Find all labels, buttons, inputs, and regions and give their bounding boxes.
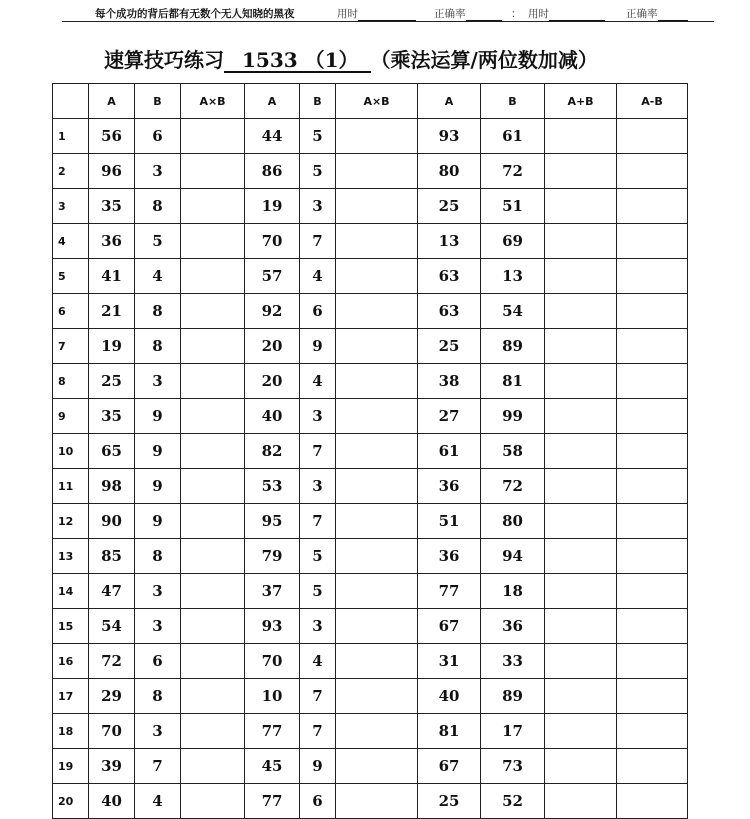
answer-sum-cell[interactable] — [545, 504, 617, 539]
row-number-cell: 11 — [53, 469, 89, 504]
answer-sum-cell[interactable] — [545, 434, 617, 469]
operand-a-cell: 63 — [418, 294, 481, 329]
answer-sum-cell[interactable] — [545, 784, 617, 819]
column-header-7: A×B — [336, 84, 418, 119]
operand-a-cell: 10 — [245, 679, 300, 714]
table-row — [53, 609, 688, 644]
operand-a-cell: 77 — [418, 574, 481, 609]
answer-difference-cell[interactable] — [617, 644, 688, 679]
answer-sum-cell[interactable] — [545, 294, 617, 329]
column-header-1 — [53, 84, 89, 119]
answer-product-cell[interactable] — [336, 399, 418, 434]
answer-sum-cell[interactable] — [545, 119, 617, 154]
column-header-8: A — [418, 84, 481, 119]
operand-b-cell: 4 — [300, 364, 336, 399]
operand-b-cell: 81 — [481, 364, 545, 399]
answer-sum-cell[interactable] — [545, 574, 617, 609]
operand-b-cell: 5 — [135, 224, 181, 259]
answer-difference-cell[interactable] — [617, 609, 688, 644]
answer-difference-cell[interactable] — [617, 399, 688, 434]
operand-b-cell: 9 — [135, 434, 181, 469]
answer-sum-cell[interactable] — [545, 189, 617, 224]
table-row — [53, 784, 688, 819]
answer-sum-cell[interactable] — [545, 224, 617, 259]
answer-sum-cell[interactable] — [545, 329, 617, 364]
answer-sum-cell[interactable] — [545, 749, 617, 784]
answer-product-cell[interactable] — [181, 714, 245, 749]
operand-b-cell: 9 — [135, 469, 181, 504]
row-number-cell: 12 — [53, 504, 89, 539]
answer-product-cell[interactable] — [181, 574, 245, 609]
row-number-cell: 10 — [53, 434, 89, 469]
column-header-4: A×B — [181, 84, 245, 119]
answer-product-cell[interactable] — [336, 294, 418, 329]
operand-a-cell: 67 — [418, 749, 481, 784]
table-row — [53, 469, 688, 504]
row-number-cell: 9 — [53, 399, 89, 434]
operand-a-cell: 25 — [418, 329, 481, 364]
operand-b-cell: 4 — [135, 259, 181, 294]
answer-product-cell[interactable] — [181, 539, 245, 574]
row-number-cell: 8 — [53, 364, 89, 399]
operand-a-cell: 21 — [89, 294, 135, 329]
operand-b-cell: 80 — [481, 504, 545, 539]
accuracy-label-1: 正确率 — [434, 8, 466, 20]
operand-a-cell: 98 — [89, 469, 135, 504]
answer-difference-cell[interactable] — [617, 714, 688, 749]
page-title — [104, 44, 598, 73]
operand-b-cell: 13 — [481, 259, 545, 294]
answer-difference-cell[interactable] — [617, 574, 688, 609]
operand-a-cell: 57 — [245, 259, 300, 294]
operand-b-cell: 8 — [135, 189, 181, 224]
answer-product-cell[interactable] — [181, 469, 245, 504]
answer-product-cell[interactable] — [181, 224, 245, 259]
answer-product-cell[interactable] — [336, 434, 418, 469]
operand-b-cell: 89 — [481, 679, 545, 714]
row-number-cell: 18 — [53, 714, 89, 749]
operand-a-cell: 41 — [89, 259, 135, 294]
operand-b-cell: 6 — [300, 784, 336, 819]
column-header-9: B — [481, 84, 545, 119]
row-number-cell: 20 — [53, 784, 89, 819]
answer-product-cell[interactable] — [336, 469, 418, 504]
operand-a-cell: 92 — [245, 294, 300, 329]
operand-b-cell: 6 — [300, 294, 336, 329]
answer-difference-cell[interactable] — [617, 504, 688, 539]
operand-b-cell: 61 — [481, 119, 545, 154]
operand-b-cell: 72 — [481, 469, 545, 504]
operand-a-cell: 19 — [89, 329, 135, 364]
answer-difference-cell[interactable] — [617, 364, 688, 399]
operand-b-cell: 5 — [300, 119, 336, 154]
time-field-2 — [528, 6, 605, 21]
operand-b-cell: 7 — [300, 679, 336, 714]
operand-b-cell: 8 — [135, 539, 181, 574]
table-row — [53, 574, 688, 609]
operand-a-cell: 40 — [89, 784, 135, 819]
column-header-11: A-B — [617, 84, 688, 119]
answer-difference-cell[interactable] — [617, 224, 688, 259]
operand-a-cell: 31 — [418, 644, 481, 679]
operand-a-cell: 70 — [245, 224, 300, 259]
accuracy-field-2 — [626, 6, 688, 21]
answer-product-cell[interactable] — [336, 749, 418, 784]
operand-a-cell: 77 — [245, 714, 300, 749]
operand-a-cell: 95 — [245, 504, 300, 539]
operand-a-cell: 85 — [89, 539, 135, 574]
operand-a-cell: 35 — [89, 189, 135, 224]
operand-a-cell: 25 — [418, 784, 481, 819]
operand-a-cell: 93 — [245, 609, 300, 644]
answer-product-cell[interactable] — [181, 399, 245, 434]
answer-product-cell[interactable] — [181, 329, 245, 364]
table-row — [53, 364, 688, 399]
row-number-cell: 16 — [53, 644, 89, 679]
column-header-5: A — [245, 84, 300, 119]
table-row — [53, 504, 688, 539]
title-number: 1533 （1） — [224, 49, 371, 73]
answer-product-cell[interactable] — [336, 224, 418, 259]
operand-b-cell: 7 — [300, 714, 336, 749]
operand-b-cell: 3 — [135, 154, 181, 189]
operand-b-cell: 33 — [481, 644, 545, 679]
row-number-cell: 7 — [53, 329, 89, 364]
row-number-cell: 15 — [53, 609, 89, 644]
column-header-6: B — [300, 84, 336, 119]
accuracy-blank-2[interactable] — [658, 9, 688, 21]
operand-b-cell: 8 — [135, 679, 181, 714]
operand-a-cell: 51 — [418, 504, 481, 539]
answer-difference-cell[interactable] — [617, 119, 688, 154]
operand-b-cell: 3 — [135, 609, 181, 644]
table-row — [53, 259, 688, 294]
accuracy-label-2: 正确率 — [626, 8, 658, 20]
operand-a-cell: 44 — [245, 119, 300, 154]
time-label-1: 用时 — [337, 8, 358, 20]
operand-b-cell: 4 — [300, 259, 336, 294]
answer-difference-cell[interactable] — [617, 434, 688, 469]
operand-a-cell: 93 — [418, 119, 481, 154]
operand-a-cell: 53 — [245, 469, 300, 504]
column-header-10: A+B — [545, 84, 617, 119]
operand-a-cell: 19 — [245, 189, 300, 224]
operand-a-cell: 61 — [418, 434, 481, 469]
operand-b-cell: 54 — [481, 294, 545, 329]
operand-a-cell: 63 — [418, 259, 481, 294]
table-header-row — [53, 84, 688, 119]
operand-b-cell: 8 — [135, 329, 181, 364]
title-prefix: 速算技巧练习 — [104, 48, 224, 72]
row-number-cell: 5 — [53, 259, 89, 294]
answer-product-cell[interactable] — [336, 714, 418, 749]
answer-product-cell[interactable] — [336, 504, 418, 539]
answer-sum-cell[interactable] — [545, 399, 617, 434]
answer-sum-cell[interactable] — [545, 364, 617, 399]
table-row — [53, 294, 688, 329]
time-label-2: 用时 — [528, 8, 549, 20]
operand-b-cell: 7 — [300, 504, 336, 539]
operand-a-cell: 79 — [245, 539, 300, 574]
answer-product-cell[interactable] — [336, 574, 418, 609]
operand-b-cell: 8 — [135, 294, 181, 329]
separator-text: ： — [511, 8, 522, 20]
answer-product-cell[interactable] — [336, 119, 418, 154]
operand-b-cell: 9 — [300, 749, 336, 784]
operand-b-cell: 4 — [135, 784, 181, 819]
operand-a-cell: 38 — [418, 364, 481, 399]
answer-difference-cell[interactable] — [617, 679, 688, 714]
operand-a-cell: 35 — [89, 399, 135, 434]
operand-a-cell: 13 — [418, 224, 481, 259]
answer-product-cell[interactable] — [336, 784, 418, 819]
operand-b-cell: 36 — [481, 609, 545, 644]
answer-sum-cell[interactable] — [545, 259, 617, 294]
answer-difference-cell[interactable] — [617, 784, 688, 819]
exercise-table — [52, 83, 688, 819]
operand-a-cell: 90 — [89, 504, 135, 539]
operand-b-cell: 9 — [300, 329, 336, 364]
operand-a-cell: 36 — [418, 469, 481, 504]
page-header — [0, 0, 750, 24]
operand-a-cell: 82 — [245, 434, 300, 469]
operand-b-cell: 69 — [481, 224, 545, 259]
answer-product-cell[interactable] — [181, 119, 245, 154]
row-number-cell: 6 — [53, 294, 89, 329]
answer-product-cell[interactable] — [336, 189, 418, 224]
table-row — [53, 399, 688, 434]
column-header-2: A — [89, 84, 135, 119]
operand-b-cell: 58 — [481, 434, 545, 469]
answer-difference-cell[interactable] — [617, 189, 688, 224]
table-row — [53, 434, 688, 469]
operand-a-cell: 37 — [245, 574, 300, 609]
operand-a-cell: 45 — [245, 749, 300, 784]
title-suffix: （乘法运算/两位数加减） — [370, 48, 598, 72]
row-number-cell: 3 — [53, 189, 89, 224]
answer-product-cell[interactable] — [336, 259, 418, 294]
answer-sum-cell[interactable] — [545, 539, 617, 574]
answer-product-cell[interactable] — [181, 784, 245, 819]
answer-product-cell[interactable] — [336, 539, 418, 574]
operand-a-cell: 36 — [89, 224, 135, 259]
operand-b-cell: 3 — [135, 364, 181, 399]
answer-difference-cell[interactable] — [617, 539, 688, 574]
operand-a-cell: 20 — [245, 329, 300, 364]
answer-product-cell[interactable] — [336, 329, 418, 364]
operand-b-cell: 3 — [300, 469, 336, 504]
operand-b-cell: 6 — [135, 644, 181, 679]
motto-text: 每个成功的背后都有无数个无人知晓的黑夜 — [95, 8, 295, 20]
answer-difference-cell[interactable] — [617, 259, 688, 294]
operand-b-cell: 17 — [481, 714, 545, 749]
row-number-cell: 14 — [53, 574, 89, 609]
answer-product-cell[interactable] — [181, 259, 245, 294]
table-row — [53, 224, 688, 259]
table-row — [53, 714, 688, 749]
operand-b-cell: 3 — [300, 189, 336, 224]
answer-product-cell[interactable] — [181, 364, 245, 399]
operand-a-cell: 56 — [89, 119, 135, 154]
operand-a-cell: 96 — [89, 154, 135, 189]
answer-sum-cell[interactable] — [545, 679, 617, 714]
operand-a-cell: 40 — [245, 399, 300, 434]
answer-sum-cell[interactable] — [545, 714, 617, 749]
operand-a-cell: 54 — [89, 609, 135, 644]
operand-a-cell: 77 — [245, 784, 300, 819]
operand-a-cell: 86 — [245, 154, 300, 189]
time-field-1 — [337, 6, 416, 21]
operand-b-cell: 5 — [300, 154, 336, 189]
table-row — [53, 679, 688, 714]
answer-difference-cell[interactable] — [617, 294, 688, 329]
row-number-cell: 2 — [53, 154, 89, 189]
answer-difference-cell[interactable] — [617, 749, 688, 784]
operand-a-cell: 25 — [418, 189, 481, 224]
header-divider — [62, 21, 714, 22]
answer-difference-cell[interactable] — [617, 469, 688, 504]
table-row — [53, 154, 688, 189]
operand-a-cell: 27 — [418, 399, 481, 434]
answer-product-cell[interactable] — [181, 154, 245, 189]
operand-a-cell: 20 — [245, 364, 300, 399]
answer-sum-cell[interactable] — [545, 469, 617, 504]
operand-a-cell: 81 — [418, 714, 481, 749]
row-number-cell: 17 — [53, 679, 89, 714]
operand-a-cell: 80 — [418, 154, 481, 189]
operand-a-cell: 65 — [89, 434, 135, 469]
operand-b-cell: 73 — [481, 749, 545, 784]
operand-b-cell: 89 — [481, 329, 545, 364]
time-blank-2[interactable] — [549, 9, 605, 21]
operand-b-cell: 9 — [135, 399, 181, 434]
answer-product-cell[interactable] — [181, 644, 245, 679]
table-row — [53, 119, 688, 154]
answer-product-cell[interactable] — [336, 609, 418, 644]
answer-product-cell[interactable] — [336, 154, 418, 189]
operand-b-cell: 5 — [300, 539, 336, 574]
answer-product-cell[interactable] — [181, 749, 245, 784]
operand-b-cell: 7 — [300, 224, 336, 259]
row-number-cell: 13 — [53, 539, 89, 574]
table-row — [53, 189, 688, 224]
answer-product-cell[interactable] — [181, 504, 245, 539]
operand-b-cell: 4 — [300, 644, 336, 679]
accuracy-blank-1[interactable] — [466, 9, 502, 21]
operand-b-cell: 5 — [300, 574, 336, 609]
operand-b-cell: 51 — [481, 189, 545, 224]
row-number-cell: 1 — [53, 119, 89, 154]
operand-a-cell: 36 — [418, 539, 481, 574]
column-header-3: B — [135, 84, 181, 119]
operand-b-cell: 3 — [135, 574, 181, 609]
operand-a-cell: 70 — [245, 644, 300, 679]
row-number-cell: 4 — [53, 224, 89, 259]
operand-b-cell: 99 — [481, 399, 545, 434]
operand-a-cell: 39 — [89, 749, 135, 784]
operand-a-cell: 47 — [89, 574, 135, 609]
operand-b-cell: 94 — [481, 539, 545, 574]
answer-product-cell[interactable] — [336, 679, 418, 714]
table-row — [53, 329, 688, 364]
operand-b-cell: 18 — [481, 574, 545, 609]
operand-b-cell: 9 — [135, 504, 181, 539]
operand-a-cell: 72 — [89, 644, 135, 679]
operand-b-cell: 72 — [481, 154, 545, 189]
answer-product-cell[interactable] — [336, 364, 418, 399]
answer-sum-cell[interactable] — [545, 609, 617, 644]
answer-sum-cell[interactable] — [545, 154, 617, 189]
operand-b-cell: 3 — [300, 399, 336, 434]
answer-product-cell[interactable] — [181, 294, 245, 329]
answer-difference-cell[interactable] — [617, 329, 688, 364]
operand-b-cell: 3 — [135, 714, 181, 749]
operand-a-cell: 70 — [89, 714, 135, 749]
time-blank-1[interactable] — [358, 9, 416, 21]
accuracy-field-1 — [434, 6, 502, 21]
operand-a-cell: 67 — [418, 609, 481, 644]
answer-product-cell[interactable] — [181, 679, 245, 714]
answer-product-cell[interactable] — [181, 434, 245, 469]
operand-b-cell: 52 — [481, 784, 545, 819]
answer-product-cell[interactable] — [181, 189, 245, 224]
answer-sum-cell[interactable] — [545, 644, 617, 679]
operand-b-cell: 7 — [300, 434, 336, 469]
table-row — [53, 749, 688, 784]
operand-b-cell: 3 — [300, 609, 336, 644]
operand-a-cell: 25 — [89, 364, 135, 399]
answer-difference-cell[interactable] — [617, 154, 688, 189]
operand-a-cell: 29 — [89, 679, 135, 714]
operand-b-cell: 6 — [135, 119, 181, 154]
table-row — [53, 539, 688, 574]
answer-product-cell[interactable] — [336, 644, 418, 679]
table-row — [53, 644, 688, 679]
row-number-cell: 19 — [53, 749, 89, 784]
operand-a-cell: 40 — [418, 679, 481, 714]
answer-product-cell[interactable] — [181, 609, 245, 644]
table-body — [53, 119, 688, 819]
operand-b-cell: 7 — [135, 749, 181, 784]
